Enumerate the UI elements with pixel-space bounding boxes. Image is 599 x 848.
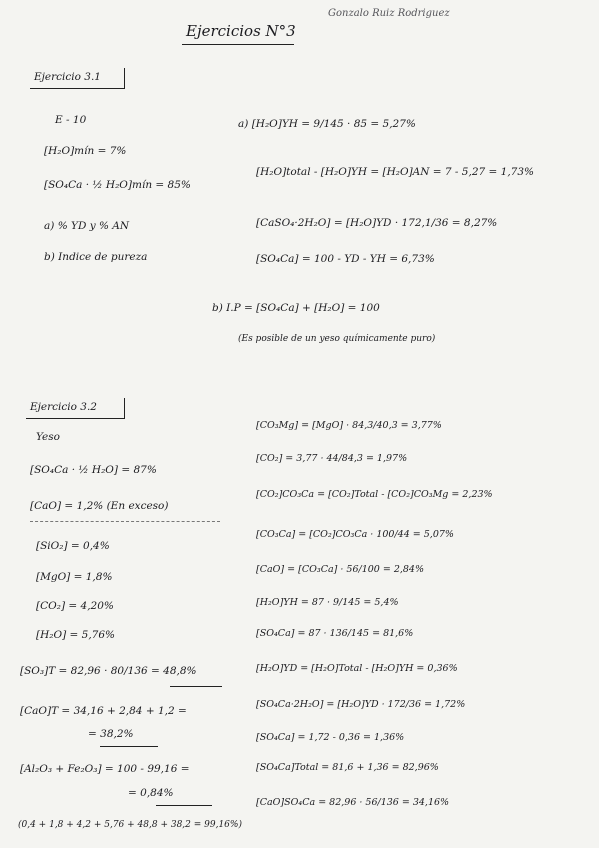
ex2-given-mgo: [MgO] = 1,8% <box>36 571 113 583</box>
ex1-answer-b: b) I.P = [SO₄Ca] + [H₂O] = 100 <box>212 302 380 314</box>
ex1-question-a: a) % YD y % AN <box>44 220 130 232</box>
ex1-answer-a1: a) [H₂O]YH = 9/145 · 85 = 5,27% <box>238 118 416 130</box>
ex2-calc-so4ca-diff: [SO₄Ca] = 1,72 - 0,36 = 1,36% <box>256 732 405 743</box>
ex2-calc-h2o-yh: [H₂O]YH = 87 · 9/145 = 5,4% <box>256 597 399 608</box>
ex2-result-so3: [SO₃]T = 82,96 · 80/136 = 48,8% <box>20 665 197 677</box>
ex1-answer-a4: [SO₄Ca] = 100 - YD - YH = 6,73% <box>256 253 435 265</box>
section-heading-ex1: Ejercicio 3.1 <box>34 71 101 83</box>
section-heading-ex2: Ejercicio 3.2 <box>30 401 97 413</box>
ex2-calc-cao-so4ca: [CaO]SO₄Ca = 82,96 · 56/136 = 34,16% <box>256 797 450 808</box>
ex1-given-e: E - 10 <box>55 114 87 126</box>
ex2-given-h2o: [H₂O] = 5,76% <box>36 629 115 641</box>
ex2-calc-co3ca: [CO₃Ca] = [CO₂]CO₃Ca · 100/44 = 5,07% <box>256 529 454 540</box>
ex2-calc-co2-co3ca: [CO₂]CO₃Ca = [CO₂]Total - [CO₂]CO₃Mg = 2,23% <box>256 489 493 500</box>
ex2-calc-cao: [CaO] = [CO₃Ca] · 56/100 = 2,84% <box>256 564 425 575</box>
section-bracket-ex1 <box>30 68 125 89</box>
section-bracket-ex2 <box>26 398 125 419</box>
page-title: Ejercicios N°3 <box>186 22 296 40</box>
ex2-calc-so4ca-total: [SO₄Ca]Total = 81,6 + 1,36 = 82,96% <box>256 762 439 773</box>
ex2-given-sio2: [SiO₂] = 0,4% <box>36 540 110 552</box>
result-underline-so3 <box>170 686 222 687</box>
ex1-given-so4ca: [SO₄Ca · ½ H₂O]mín = 85% <box>44 179 191 191</box>
title-underline <box>182 44 294 45</box>
ex1-answer-b-note: (Es posible de un yeso químicamente puro) <box>238 334 436 344</box>
ex2-sum-check: (0,4 + 1,8 + 4,2 + 5,76 + 48,8 + 38,2 = 99,16%) <box>18 820 242 830</box>
ex1-given-h2o: [H₂O]mín = 7% <box>44 145 127 157</box>
ex2-material: Yeso <box>36 431 60 443</box>
ex2-calc-co2: [CO₂] = 3,77 · 44/84,3 = 1,97% <box>256 453 408 464</box>
ex2-given-so4ca: [SO₄Ca · ½ H₂O] = 87% <box>30 464 157 476</box>
ex2-result-al2o3-value: = 0,84% <box>128 787 174 799</box>
author-name: Gonzalo Ruiz Rodriguez <box>328 8 450 19</box>
ex1-answer-a2: [H₂O]total - [H₂O]YH = [H₂O]AN = 7 - 5,27 = 1,73% <box>256 166 535 178</box>
ex2-result-al2o3: [Al₂O₃ + Fe₂O₃] = 100 - 99,16 = <box>20 763 190 775</box>
ex2-calc-so4ca: [SO₄Ca] = 87 · 136/145 = 81,6% <box>256 628 414 639</box>
separator-line <box>30 521 220 522</box>
ex1-question-b: b) Indice de pureza <box>44 251 148 263</box>
ex2-given-cao: [CaO] = 1,2% (En exceso) <box>30 500 169 512</box>
ex2-calc-so4ca-2h2o: [SO₄Ca·2H₂O] = [H₂O]YD · 172/36 = 1,72% <box>256 699 466 710</box>
ex2-calc-co3mg: [CO₃Mg] = [MgO] · 84,3/40,3 = 3,77% <box>256 420 442 431</box>
ex1-answer-a3: [CaSO₄·2H₂O] = [H₂O]YD · 172,1/36 = 8,27% <box>256 217 498 229</box>
ex2-result-cao: [CaO]T = 34,16 + 2,84 + 1,2 = <box>20 705 187 717</box>
ex2-calc-h2o-yd: [H₂O]YD = [H₂O]Total - [H₂O]YH = 0,36% <box>256 663 458 674</box>
result-underline-cao <box>100 746 158 747</box>
ex2-given-co2: [CO₂] = 4,20% <box>36 600 114 612</box>
result-underline-al2o3 <box>156 805 212 806</box>
ex2-result-cao-value: = 38,2% <box>88 728 134 740</box>
